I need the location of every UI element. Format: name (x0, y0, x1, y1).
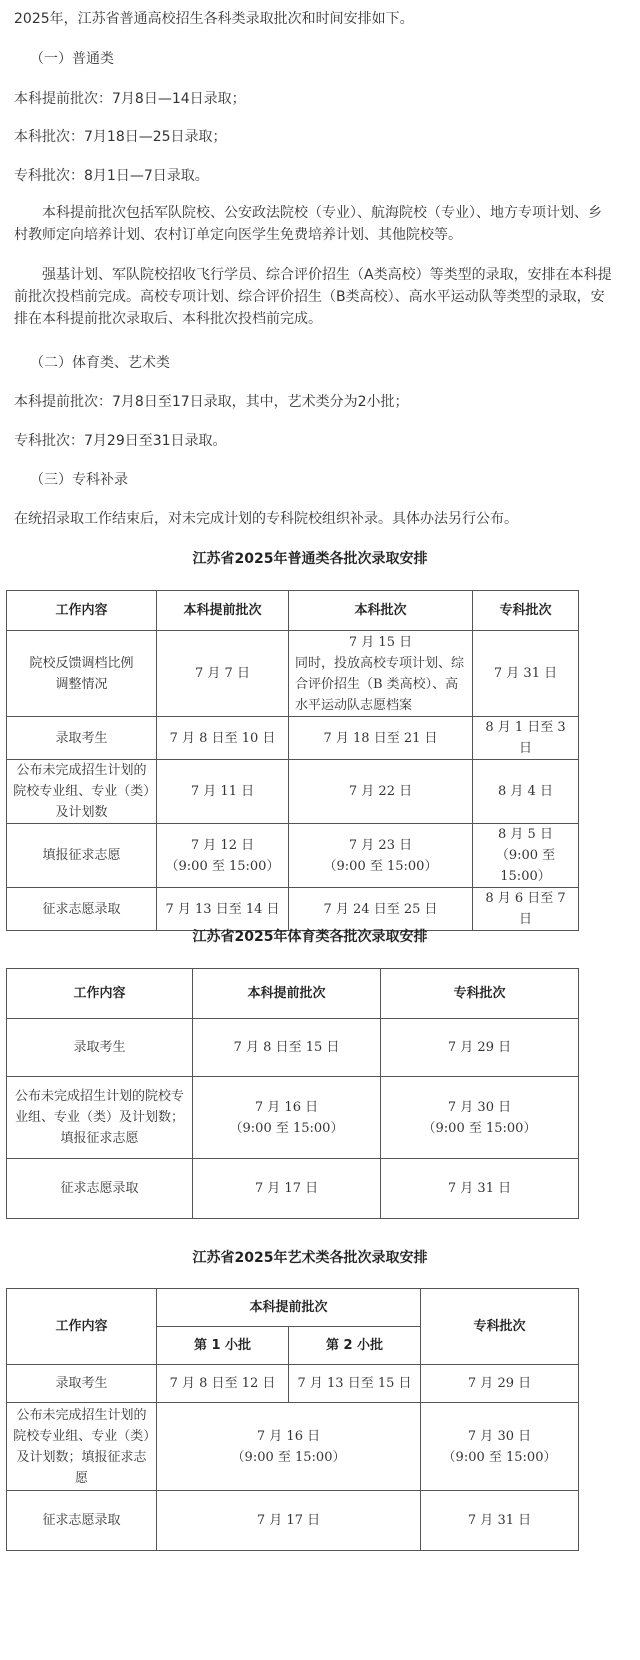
table-cell: 7 月 29 日 (421, 1365, 579, 1403)
table-row (7, 888, 579, 931)
table-cell: 7 月 29 日 (381, 1019, 579, 1077)
section-heading-general: （一）普通类 (30, 51, 114, 67)
table-cell: 7 月 7 日 (157, 631, 289, 717)
cell-date: 7 月 16 日 (256, 1428, 321, 1444)
header-college-batch: 专科批次 (421, 1289, 579, 1365)
table-cell: 7 月 31 日 (421, 1491, 579, 1551)
row-label: 录取考生 (7, 1019, 193, 1077)
table-cell: 7 月 8 日至 12 日 (157, 1365, 289, 1403)
row-label: 征求志愿录取 (7, 888, 157, 931)
cell-time: （9:00 至 15:00） (495, 848, 556, 884)
table-header-row (7, 591, 579, 631)
cell-time: （9:00 至 15:00） (231, 1449, 346, 1465)
table-cell: 7 月 18 日至 21 日 (289, 717, 473, 760)
cell-date: 7 月 12 日 (190, 837, 255, 853)
cell-time: （9:00 至 15:00） (442, 1449, 557, 1465)
table-cell (289, 631, 473, 717)
row-label: 公布未完成招生计划的院校专业组、专业（类）及计划数 (7, 760, 157, 824)
cell-note: 同时，投放高校专项计划、综合评价招生（B 类高校）、高水平运动队志愿档案 (295, 655, 465, 713)
general-undergrad-batch-line: 本科批次：7月18日—25日录取； (14, 129, 227, 145)
row-label: 征求志愿录取 (7, 1159, 193, 1219)
table-cell: 7 月 17 日 (193, 1159, 381, 1219)
table-cell: 7 月 22 日 (289, 760, 473, 824)
cell-date: 8 月 5 日 (498, 827, 553, 842)
table-cell: 7 月 13 日至 14 日 (157, 888, 289, 931)
header-work-content: 工作内容 (7, 1289, 157, 1365)
section-heading-sports-art: （二）体育类、艺术类 (30, 355, 170, 371)
general-special-admission-description: 强基计划、军队院校招收飞行学员、综合评价招生（A类高校）等类型的录取，安排在本科提前批次投档前完成。高校专项计划、综合评价招生（B类高校）、高水平运动队等类型的录取，安排在本科提前批次录取后、本科批次投档前完成。 (14, 267, 612, 327)
table-cell: 8 月 4 日 (473, 760, 579, 824)
table-sports-title: 江苏省2025年体育类各批次录取安排 (192, 929, 428, 945)
general-early-batch-line: 本科提前批次：7月8日—14日录取； (14, 91, 246, 107)
table-cell: 7 月 13 日至 15 日 (289, 1365, 421, 1403)
header-college-batch: 专科批次 (381, 969, 579, 1019)
table-cell (289, 824, 473, 888)
table-cell (381, 1077, 579, 1159)
cell-time: （9:00 至 15:00） (165, 858, 280, 874)
table-cell: 7 月 8 日至 10 日 (157, 717, 289, 760)
table-cell (193, 1077, 381, 1159)
table-cell: 7 月 8 日至 15 日 (193, 1019, 381, 1077)
table-sports (6, 968, 579, 1219)
table-cell: 8 月 1 日至 3 日 (473, 717, 579, 760)
table-art (6, 1288, 579, 1551)
cell-date: 7 月 15 日 (348, 634, 413, 650)
table-row (7, 631, 579, 717)
table-cell: 7 月 11 日 (157, 760, 289, 824)
table-cell: 7 月 17 日 (157, 1491, 421, 1551)
row-label: 公布未完成招生计划的院校专业组、专业（类）及计划数；填报征求志愿 (7, 1077, 193, 1159)
table-art-title: 江苏省2025年艺术类各批次录取安排 (192, 1250, 428, 1266)
table-general-title: 江苏省2025年普通类各批次录取安排 (192, 551, 428, 567)
general-college-batch-line: 专科批次：8月1日—7日录取。 (14, 168, 209, 184)
table-header-row (7, 969, 579, 1019)
cell-time: （9:00 至 15:00） (229, 1120, 344, 1136)
table-cell: 8 月 6 日至 7 日 (473, 888, 579, 931)
cell-date: 7 月 23 日 (348, 837, 413, 853)
table-cell (473, 824, 579, 888)
cell-date: 7 月 30 日 (467, 1428, 532, 1444)
table-cell: 7 月 24 日至 25 日 (289, 888, 473, 931)
table-general (6, 590, 579, 931)
header-early-batch: 本科提前批次 (157, 591, 289, 631)
table-row (7, 824, 579, 888)
table-row (7, 760, 579, 824)
header-work-content: 工作内容 (7, 591, 157, 631)
table-row (7, 1019, 579, 1077)
cell-date: 7 月 16 日 (254, 1099, 319, 1115)
header-early-batch: 本科提前批次 (157, 1289, 421, 1327)
table-header-row (7, 1289, 579, 1327)
table-row (7, 1403, 579, 1491)
header-undergrad-batch: 本科批次 (289, 591, 473, 631)
row-label: 征求志愿录取 (7, 1491, 157, 1551)
header-sub-batch-1: 第 1 小批 (157, 1327, 289, 1365)
table-row (7, 1365, 579, 1403)
row-label: 录取考生 (7, 1365, 157, 1403)
cell-date: 7 月 30 日 (447, 1099, 512, 1115)
row-label: 录取考生 (7, 717, 157, 760)
header-work-content: 工作内容 (7, 969, 193, 1019)
table-cell (421, 1403, 579, 1491)
header-college-batch: 专科批次 (473, 591, 579, 631)
table-row (7, 1077, 579, 1159)
cell-time: （9:00 至 15:00） (323, 858, 438, 874)
supplementary-text: 在统招录取工作结束后，对未完成计划的专科院校组织补录。具体办法另行公布。 (14, 511, 518, 527)
table-row (7, 1159, 579, 1219)
row-label: 院校反馈调档比例调整情况 (7, 631, 157, 717)
table-cell: 7 月 31 日 (381, 1159, 579, 1219)
general-early-batch-description: 本科提前批次包括军队院校、公安政法院校（专业）、航海院校（专业）、地方专项计划、乡村教师定向培养计划、农村订单定向医学生免费培养计划、其他院校等。 (14, 205, 602, 243)
table-cell: 7 月 31 日 (473, 631, 579, 717)
table-row (7, 1491, 579, 1551)
row-label: 公布未完成招生计划的院校专业组、专业（类）及计划数；填报征求志愿 (7, 1403, 157, 1491)
intro-paragraph: 2025年，江苏省普通高校招生各科类录取批次和时间安排如下。 (14, 11, 414, 27)
table-cell (157, 1403, 421, 1491)
header-early-batch: 本科提前批次 (193, 969, 381, 1019)
sports-art-college-batch-line: 专科批次：7月29日至31日录取。 (14, 433, 227, 449)
table-row (7, 717, 579, 760)
sports-art-early-batch-line: 本科提前批次：7月8日至17日录取，其中，艺术类分为2小批； (14, 394, 409, 410)
cell-time: （9:00 至 15:00） (422, 1120, 537, 1136)
section-heading-supplementary: （三）专科补录 (30, 472, 128, 488)
row-label: 填报征求志愿 (7, 824, 157, 888)
header-sub-batch-2: 第 2 小批 (289, 1327, 421, 1365)
table-cell (157, 824, 289, 888)
